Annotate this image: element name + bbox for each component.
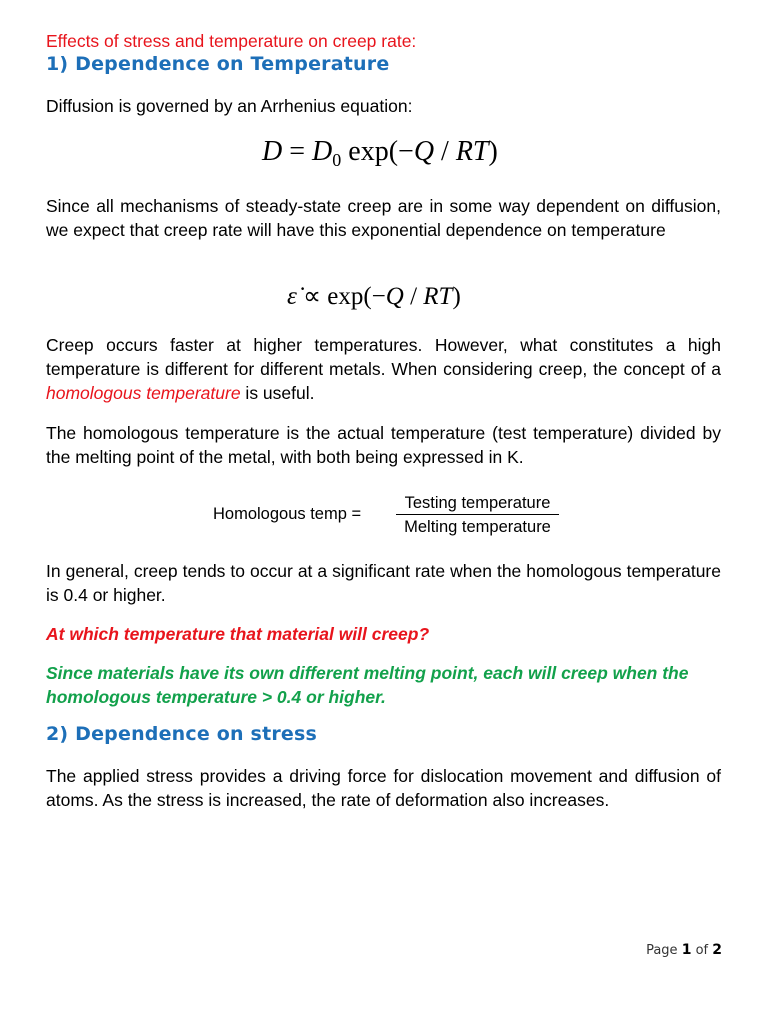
eq-symbol-strain-rate: ε̇ [287, 283, 297, 310]
fraction-denominator: Melting temperature [404, 518, 551, 537]
eq-symbol-d: D [262, 136, 283, 167]
footer-of-word: of [695, 943, 709, 958]
paragraph-higher-temperatures [46, 333, 721, 405]
homologous-formula-fraction [396, 493, 559, 537]
eq-exp: exp(− [341, 136, 414, 167]
fraction-numerator: Testing temperature [404, 494, 551, 512]
eq-equals: = [282, 136, 313, 167]
paragraph-text: The homologous temperature is the actual temperature (test temperature) divided by the melting point of the metal, with both being expressed in K. [46, 423, 721, 467]
section-heading-temperature: 1) Dependence on Temperature [46, 53, 390, 75]
paragraph-text: Creep occurs faster at higher temperatures. However, what constitutes a high temperature is different for different metals. When considering creep, the concept of a [46, 335, 721, 379]
homologous-temperature-term: homologous temperature [46, 383, 241, 403]
eq-symbol-q: Q [413, 136, 435, 167]
paragraph-text: In general, creep tends to occur at a significant rate when the homologous temperature is 0.4 or higher. [46, 561, 721, 605]
eq-symbol-q: Q [385, 283, 404, 310]
paragraph-applied-stress [46, 764, 721, 812]
paragraph-text: The applied stress provides a driving force for dislocation movement and diffusion of atoms. As the stress is increased, the rate of deformation also increases. [46, 766, 721, 810]
page-number-footer [646, 942, 722, 958]
footer-page-number: 1 [681, 942, 692, 958]
eq-symbol-d0: D [312, 136, 333, 167]
eq-close: ) [452, 283, 461, 310]
eq-proportional-exp: ∝ exp(− [296, 283, 386, 310]
paragraph-text: is useful. [240, 383, 315, 403]
eq-symbol-rt: RT [455, 136, 489, 167]
paragraph-creep-threshold [46, 559, 721, 607]
equation-creep-rate [287, 281, 461, 311]
paragraph-diffusion-dependence [46, 194, 721, 242]
eq-slash: / [403, 283, 424, 310]
equation-arrhenius [262, 136, 498, 171]
fraction-bar [396, 514, 559, 515]
paragraph-homologous-definition [46, 421, 721, 469]
footer-page-word: Page [646, 943, 678, 958]
section-heading-stress: 2) Dependence on stress [46, 723, 318, 745]
question-text: At which temperature that material will creep? [46, 624, 430, 644]
paragraph-arrhenius-intro [46, 94, 721, 118]
paragraph-text: Diffusion is governed by an Arrhenius equation: [46, 96, 413, 116]
document-title: Effects of stress and temperature on creep rate: [46, 31, 417, 51]
eq-close: ) [488, 136, 498, 167]
footer-page-total: 2 [712, 942, 722, 958]
eq-subscript: 0 [332, 150, 342, 170]
answer-text: Since materials have its own different melting point, each will creep when the homologous temperature > 0.4 or higher. [46, 663, 689, 707]
paragraph-text: Since all mechanisms of steady-state creep are in some way dependent on diffusion, we expect that creep rate will have this exponential dependence on temperature [46, 196, 721, 240]
eq-symbol-rt: RT [423, 283, 453, 310]
eq-slash: / [434, 136, 456, 167]
homologous-formula-label: Homologous temp = [213, 505, 362, 523]
